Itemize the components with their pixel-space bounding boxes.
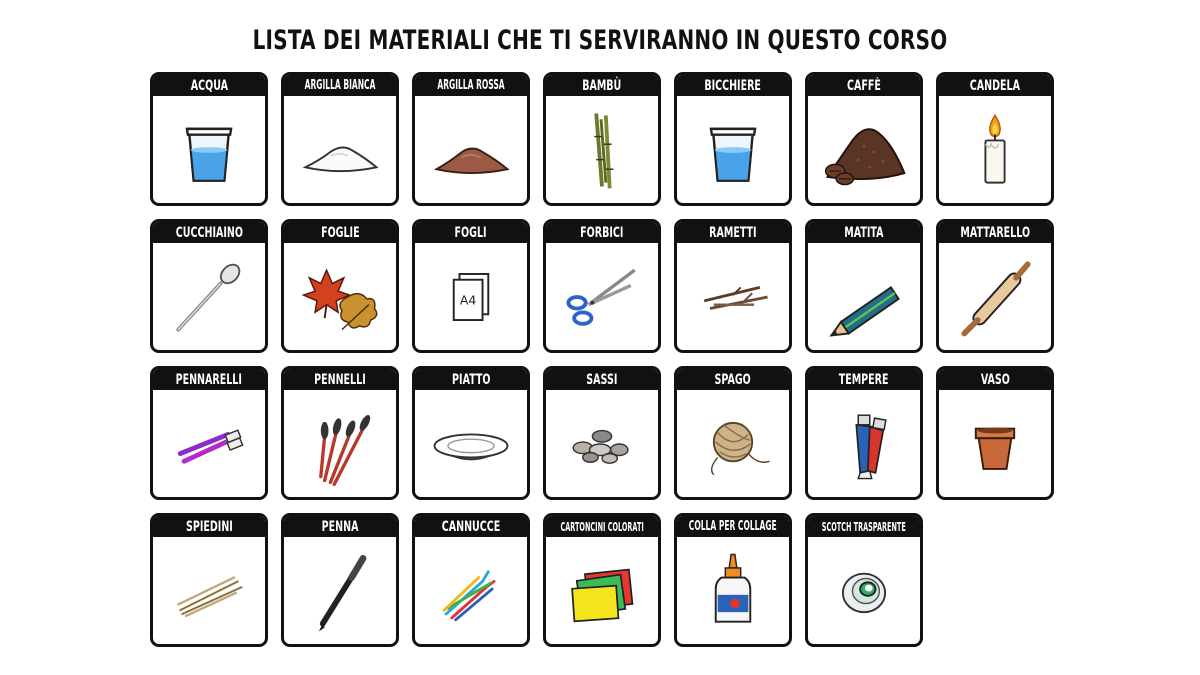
card-header <box>153 75 265 96</box>
card-header <box>546 222 658 243</box>
material-card <box>936 72 1054 206</box>
material-card <box>281 513 399 647</box>
card-header <box>939 75 1051 96</box>
material-card <box>412 366 530 500</box>
pen-icon <box>284 537 396 644</box>
card-label: VASO <box>980 371 1010 388</box>
material-card <box>412 72 530 206</box>
paper-sheets-icon <box>415 243 527 350</box>
card-label: CARTONCINI COLORATI <box>560 519 644 534</box>
card-label: PENNARELLI <box>175 371 243 388</box>
material-card <box>150 219 268 353</box>
page-title: LISTA DEI MATERIALI CHE TI SERVIRANNO IN QUESTO CORSO <box>252 25 948 56</box>
bamboo-sticks-icon <box>546 96 658 203</box>
card-header <box>808 369 920 390</box>
card-label: CUCCHIAINO <box>175 224 243 241</box>
card-header <box>808 222 920 243</box>
card-header <box>415 516 527 537</box>
pencil-icon <box>808 243 920 350</box>
card-label: CANNUCCE <box>441 518 501 535</box>
card-label: FOGLI <box>454 224 488 241</box>
card-header <box>677 222 789 243</box>
autumn-leaves-icon <box>284 243 396 350</box>
material-card <box>674 513 792 647</box>
card-label: PIATTO <box>451 371 491 388</box>
material-card <box>543 72 661 206</box>
material-card <box>150 72 268 206</box>
card-header <box>546 516 658 537</box>
card-header <box>284 222 396 243</box>
card-header <box>153 369 265 390</box>
card-header <box>677 369 789 390</box>
twine-ball-icon <box>677 390 789 497</box>
card-label: BAMBÙ <box>582 77 622 94</box>
colored-cardstock-icon <box>546 537 658 644</box>
card-label: BICCHIERE <box>704 77 762 94</box>
card-header <box>284 516 396 537</box>
card-label: SPIEDINI <box>185 518 233 535</box>
twigs-icon <box>677 243 789 350</box>
card-label: FORBICI <box>580 224 624 241</box>
material-card <box>805 366 923 500</box>
material-card <box>281 72 399 206</box>
card-header <box>677 516 789 537</box>
card-label: MATTARELLO <box>960 224 1030 241</box>
card-label: PENNELLI <box>314 371 366 388</box>
card-label: TEMPERE <box>839 371 889 388</box>
candle-icon <box>939 96 1051 203</box>
card-header <box>284 369 396 390</box>
skewers-icon <box>153 537 265 644</box>
card-header <box>808 516 920 537</box>
glue-bottle-icon <box>677 537 789 644</box>
material-card <box>674 366 792 500</box>
card-label: FOGLIE <box>320 224 360 241</box>
sheet-text: A4 <box>459 292 477 308</box>
material-card <box>543 366 661 500</box>
card-header <box>546 75 658 96</box>
material-card <box>674 219 792 353</box>
card-header <box>153 222 265 243</box>
material-card <box>281 366 399 500</box>
material-card <box>805 72 923 206</box>
card-label: PENNA <box>321 518 359 535</box>
material-card <box>543 219 661 353</box>
white-clay-pile-icon <box>284 96 396 203</box>
card-label: CAFFÈ <box>847 77 881 94</box>
tape-roll-icon <box>808 537 920 644</box>
card-label: MATITA <box>844 224 884 241</box>
card-header <box>415 369 527 390</box>
card-header <box>153 516 265 537</box>
card-label: CANDELA <box>969 77 1021 94</box>
paint-tubes-icon <box>808 390 920 497</box>
paintbrushes-icon <box>284 390 396 497</box>
material-card <box>674 72 792 206</box>
scissors-icon <box>546 243 658 350</box>
card-header <box>546 369 658 390</box>
rolling-pin-icon <box>939 243 1051 350</box>
coffee-grounds-icon <box>808 96 920 203</box>
card-label: SASSI <box>586 371 618 388</box>
card-header <box>939 222 1051 243</box>
card-label: COLLA PER COLLAGE <box>689 519 777 534</box>
material-card <box>936 219 1054 353</box>
markers-icon <box>153 390 265 497</box>
card-label: SCOTCH TRASPARENTE <box>822 519 906 534</box>
material-card <box>412 219 530 353</box>
card-header <box>939 369 1051 390</box>
card-label: ARGILLA ROSSA <box>437 78 505 93</box>
drinking-glass-icon <box>677 96 789 203</box>
card-label: ACQUA <box>190 77 228 94</box>
card-header <box>415 75 527 96</box>
flower-pot-icon <box>939 390 1051 497</box>
card-header <box>415 222 527 243</box>
material-card <box>281 219 399 353</box>
material-card <box>543 513 661 647</box>
card-header <box>808 75 920 96</box>
card-label: ARGILLA BIANCA <box>304 78 376 93</box>
material-card <box>150 366 268 500</box>
material-card <box>805 513 923 647</box>
material-card <box>936 366 1054 500</box>
glass-of-water-icon <box>153 96 265 203</box>
material-card <box>412 513 530 647</box>
material-card <box>150 513 268 647</box>
straws-icon <box>415 537 527 644</box>
card-label: SPAGO <box>714 371 752 388</box>
pebbles-icon <box>546 390 658 497</box>
card-label: RAMETTI <box>709 224 757 241</box>
plate-icon <box>415 390 527 497</box>
material-card <box>805 219 923 353</box>
teaspoon-icon <box>153 243 265 350</box>
card-header <box>284 75 396 96</box>
red-clay-pile-icon <box>415 96 527 203</box>
materials-grid <box>150 72 1054 647</box>
card-header <box>677 75 789 96</box>
